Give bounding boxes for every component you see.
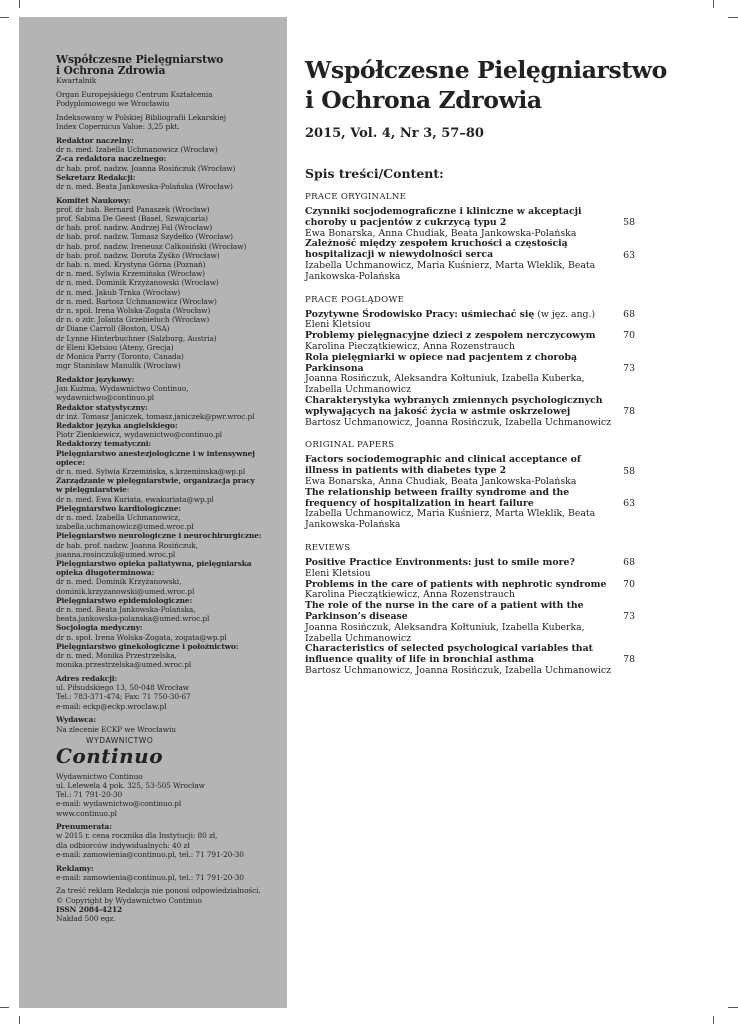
crop-mark [713, 0, 714, 8]
sidebar-journal-title: i Ochrona Zdrowia [56, 64, 166, 78]
page-number: 63 [623, 249, 635, 261]
committee-member: dr Eleni Kletsiou (Ateny, Grecja) [56, 342, 174, 352]
role-person: dr hab. prof. nadzw. Joanna Rosińczuk, [56, 540, 198, 550]
article-title [305, 353, 615, 375]
topic-label: opiece: [56, 457, 85, 467]
topic-label: Pielęgniarstwo kardiologiczne: [56, 503, 181, 513]
subscription-line: w 2015 r. cena rocznika dla Instytucji: 80 zł, [56, 831, 218, 841]
topic-label: Socjologia medyczny: [56, 623, 143, 633]
role-person: beata.jankowska-polanska@umed.wroc.pl [56, 614, 210, 624]
article-title [305, 207, 615, 229]
role-person: dr n. med. Sylwia Krzemińska, s.krzeminska@wp.pl [56, 467, 246, 477]
committee-member: dr n. społ. Irena Wolska-Zogata (Wrocław) [56, 306, 211, 316]
address-line: ul. Piłsudskiego 13, 50-048 Wrocław [56, 683, 189, 693]
toc-entry[interactable] [305, 644, 635, 676]
article-title-text: Czynniki socjodemograficzne i kliniczne w akceptacji choroby u pacjentów z cukrzycą typu 2 [305, 206, 582, 228]
role-person: dr inż. Tomasz Janiczek, tomasz.janiczek@pwr.wroc.pl [56, 411, 255, 421]
article-authors: Karolina Pieczątkiewicz, Anna Rozenstrauch [305, 340, 515, 352]
committee-member: dr n. med. Jakub Trnka (Wrocław) [56, 287, 181, 297]
topic-label: Pielęgniarstwo anestezjologiczne i w intensywnej [56, 448, 255, 458]
indexing-info: Index Copernicus Value: 3,25 pkt. [56, 122, 180, 132]
page-number: 78 [623, 406, 635, 418]
article-authors: Izabella Uchmanowicz, Maria Kuśnierz, Marta Wleklik, Beata Jankowska-Polańska [305, 508, 596, 531]
committee-member: dr n. med. Sylwia Krzemińska (Wrocław) [56, 269, 205, 279]
page-number: 68 [623, 308, 635, 320]
role-label: Z-ca redaktora naczelnego: [56, 154, 167, 164]
topic-label: Zarządzanie w pielęgniarstwie, organizacja pracy [56, 476, 255, 486]
committee-member: prof. Sabina De Geest (Basel, Szwajcaria) [56, 214, 208, 224]
topic-label: Pielęgniarstwo neurologiczne i neurochirurgiczne: [56, 531, 262, 541]
article-title-text: Rola pielęgniarki w opiece nad pacjentem z chorobą Parkinsona [305, 351, 578, 374]
topic-label: Pielęgniarstwo ginekologiczne i położnictwo: [56, 641, 239, 651]
committee-member: dr Monica Parry (Toronto, Canada) [56, 352, 184, 362]
role-person: dominik.krzyzanowski@umed.wroc.pl [56, 586, 195, 596]
article-authors: Joanna Rosińczuk, Aleksandra Kołtuniuk, Izabella Kuberka, Izabella Uchmanowicz [305, 621, 585, 644]
role-label: Redaktor językowy: [56, 375, 135, 384]
article-authors: Bartosz Uchmanowicz, Joanna Rosińczuk, Izabella Uchmanowicz [305, 664, 612, 676]
publisher-line: ul. Lelewela 4 pok. 325, 53-505 Wrocław [56, 780, 205, 790]
article-authors: Bartosz Uchmanowicz, Joanna Rosińczuk, Izabella Uchmanowicz [305, 416, 612, 428]
role-person: dr n. społ. Irena Wolska-Zogata, zogata@wp.pl [56, 632, 227, 642]
committee-member: dr hab. n. med. Krystyna Górna (Poznań) [56, 260, 206, 270]
role-person: dr hab. prof. nadzw. Joanna Rosińczuk (Wrocław) [56, 163, 236, 173]
page-number: 73 [623, 362, 635, 374]
copyright: © Copyright by Wydawnictwo Continuo [56, 895, 202, 905]
committee-member: dr n. med. Bartosz Uchmanowicz (Wrocław) [56, 296, 217, 306]
role-label: Komitet Naukowy: [56, 195, 131, 205]
issn: ISSN 2084-4212 [56, 904, 123, 914]
committee-member: dr hab. prof. nadzw. Ireneusz Całkosiński (Wrocław) [56, 241, 247, 251]
organ-info: Organ Europejskiego Centrum Kształcenia [56, 90, 213, 100]
role-person: dr n. med. Beata Jankowska-Polańska (Wrocław) [56, 181, 233, 191]
page-number: 58 [623, 217, 635, 229]
toc-entry[interactable] [305, 488, 635, 531]
article-title-text: Characteristics of selected psychological variables that influence quality of life in bronchial asthma [305, 643, 593, 666]
toc-entry[interactable] [305, 580, 635, 602]
print-run: Nakład 500 egz. [56, 914, 116, 924]
toc-section-heading: PRACE ORYGINALNE [305, 192, 407, 202]
toc-section-heading: REVIEWS [305, 542, 351, 553]
article-authors: Izabella Uchmanowicz, Maria Kuśnierz, Marta Wleklik, Beata Jankowska-Polańska [305, 259, 596, 282]
toc-entry[interactable] [305, 455, 635, 487]
article-title-text: Charakterystyka wybranych zmiennych psychologicznych wpływających na jakość życia w astmie oskrzelowej [305, 394, 603, 417]
subscription-label: Prenumerata: [56, 822, 112, 832]
topic-label: Pielęgniarstwo opieka paliatywna, pielęgniarska [56, 559, 252, 569]
article-title-text: Factors sociodemographic and clinical acceptance of illness in patients with diabetes type 2 [305, 454, 581, 477]
frequency: Kwartalnik [56, 76, 97, 86]
committee-member: dr n. o zdr. Jolanta Grzebieluch (Wrocław) [56, 315, 210, 325]
journal-title: Współczesne Pielęgniarstwo [305, 56, 667, 84]
article-title [305, 239, 615, 261]
crop-mark [728, 17, 738, 18]
role-label: Redaktor języka angielskiego: [56, 421, 178, 431]
publisher-line: e-mail: wydawnictwo@continuo.pl [56, 799, 182, 809]
committee-member: dr Diane Carroll (Boston, USA) [56, 324, 170, 334]
page-number: 73 [623, 611, 635, 623]
article-authors: Eleni Kletsiou [305, 319, 371, 331]
address-label: Adres redakcji: [56, 674, 118, 683]
role-person: dr n. med. Izabella Uchmanowicz (Wrocław) [56, 145, 218, 155]
crop-mark [0, 17, 9, 18]
role-person: dr n. med. Izabella Uchmanowicz, [56, 513, 181, 523]
article-title [305, 455, 615, 477]
role-person: izabella.uchmanowicz@umed.wroc.pl [56, 522, 194, 532]
article-authors: Joanna Rosińczuk, Aleksandra Kołtuniuk, Izabella Kuberka, Izabella Uchmanowicz [305, 373, 585, 396]
article-title [305, 396, 615, 418]
article-title-text: Positive Practice Environments: just to smile more? [305, 556, 575, 568]
topic-label: opieka długoterminowa: [56, 568, 155, 578]
toc-entry[interactable] [305, 601, 635, 644]
committee-member: mgr Stanisław Manulik (Wrocław) [56, 361, 181, 371]
role-person: dr n. med. Beata Jankowska-Polańska, [56, 605, 196, 615]
indexing-info: Indeksowany w Polskiej Bibliografii Lekarskiej [56, 113, 226, 123]
disclaimer: Za treść reklam Redakcja nie ponosi odpowiedzialności. [56, 886, 261, 896]
article-authors: Ewa Bonarska, Anna Chudiak, Beata Jankowska-Polańska [305, 475, 577, 487]
committee-member: prof. dr hab. Bernard Panaszek (Wrocław) [56, 204, 210, 214]
role-person: Piotr Zienkiewicz, wydawnictwo@continuo.pl [56, 430, 223, 440]
role-person: dr n. med. Ewa Kuriata, ewakuriata@wp.pl [56, 494, 214, 504]
role-person: dr n. med. Monika Przestrzelska, [56, 651, 177, 661]
issue-info: 2015, Vol. 4, Nr 3, 57–80 [305, 126, 484, 141]
role-person: dr n. med. Dominik Krzyżanowski, [56, 577, 182, 587]
page-number: 78 [623, 654, 635, 666]
page-number: 70 [623, 330, 635, 342]
article-title-text: Zależność między zespołem kruchości a częstością hospitalizacji w niewydolności serca [305, 238, 568, 261]
article-title-text: Problems in the care of patients with nephrotic syndrome [305, 578, 607, 590]
crop-mark [19, 1016, 20, 1024]
role-person: joanna.rosinczuk@umed.wroc.pl [56, 549, 176, 559]
logo-small-text: WYDAWNICTWO [86, 735, 154, 745]
article-title [305, 601, 615, 623]
committee-member: dr Lynne Hinterbuchner (Salzburg, Austria) [56, 333, 217, 343]
language-note: (w jęz. ang.) [534, 308, 596, 320]
role-person: Jan Kuźma, Wydawnictwo Continuo, [56, 384, 189, 394]
page-number: 70 [623, 578, 635, 590]
toc-entry[interactable] [305, 558, 635, 580]
article-title-text: The relationship between frailty syndrome and the frequency of hospitalization in heart failure [305, 486, 570, 509]
subscription-line: dla odbiorców indywidualnych: 40 zł [56, 840, 190, 850]
topic-label-colon: : [126, 485, 130, 495]
toc-entry[interactable] [305, 396, 635, 428]
publisher-line: Tel.: 71 791-20-30 [56, 790, 123, 800]
crop-mark [0, 1007, 9, 1008]
article-authors: Ewa Bonarska, Anna Chudiak, Beata Jankowska-Polańska [305, 227, 577, 239]
publisher-line: Wydawnictwo Continuo [56, 771, 143, 781]
toc-entry[interactable] [305, 310, 635, 332]
article-authors: Eleni Kletsiou [305, 567, 371, 579]
committee-list [56, 205, 277, 371]
topic-label: Pielęgniarstwo epidemiologiczne: [56, 595, 193, 605]
role-label: Redaktorzy tematyczni: [56, 439, 152, 449]
committee-member: dr hab. prof. nadzw. Andrzej Fal (Wrocław) [56, 223, 213, 233]
topic-label: w pielęgniarstwie [56, 485, 127, 495]
toc-entry[interactable] [305, 331, 635, 353]
article-title-text: The role of the nurse in the care of a patient with the Parkinson’s disease [305, 600, 584, 622]
publisher-note: Na zlecenie ECKP we Wrocławiu [56, 724, 176, 734]
editorial-sidebar [19, 17, 287, 1008]
subscription-line: e-mail: zamowienia@continuo.pl, tel.: 71 791-20-30 [56, 849, 244, 859]
toc-heading: Spis treści/Content: [305, 166, 444, 181]
role-label: Redaktor statystyczny: [56, 402, 148, 412]
role-label: Sekretarz Redakcji: [56, 172, 136, 182]
article-title-text: Problemy pielęgnacyjne dzieci z zespołem nerczycowym [305, 330, 596, 342]
logo-main-text: Continuo [56, 743, 164, 768]
crop-mark [19, 0, 20, 8]
journal-title: i Ochrona Zdrowia [305, 86, 542, 114]
page-number: 58 [623, 465, 635, 477]
article-title-text: Pozytywne Środowisko Pracy: uśmiechać się [305, 308, 535, 320]
ads-line: e-mail: zamowienia@continuo.pl, tel.: 71 791-20-30 [56, 872, 244, 882]
publisher-label: Wydawca: [56, 715, 96, 725]
page-number: 68 [623, 557, 635, 569]
role-label: Redaktor naczelny: [56, 135, 134, 145]
toc-entry[interactable] [305, 207, 635, 239]
page-number: 63 [623, 497, 635, 509]
role-person: wydawnictwo@continuo.pl [56, 393, 155, 403]
sidebar-journal-title: Współczesne Pielęgniarstwo [56, 53, 224, 66]
organ-info: Podyplomowego we Wrocławiu [56, 99, 170, 109]
address-line: Tel.: 783-371-474; Fax: 71 750-30-67 [56, 692, 191, 702]
toc-entry[interactable] [305, 239, 635, 282]
committee-member: dr n. med. Dominik Krzyżanowski (Wrocław) [56, 278, 219, 288]
crop-mark [728, 1007, 738, 1008]
committee-member: dr hab. prof. nadzw. Tomasz Szydełko (Wrocław) [56, 232, 233, 242]
article-title [305, 488, 615, 510]
committee-member: dr hab. prof. nadzw. Dorota Zyśko (Wrocław) [56, 250, 220, 260]
publisher-line: www.continuo.pl [56, 808, 117, 818]
continuo-logo [56, 735, 166, 768]
table-of-contents [305, 192, 635, 677]
toc-section-heading: ORIGINAL PAPERS [305, 440, 395, 451]
main-content [305, 55, 667, 677]
article-authors: Karolina Pieczątkiewicz, Anna Rozenstrauch [305, 589, 515, 601]
toc-section-heading: PRACE POGLĄDOWE [305, 294, 405, 305]
ads-label: Reklamy: [56, 863, 94, 873]
crop-mark [713, 1016, 714, 1024]
article-title [305, 644, 615, 666]
toc-entry[interactable] [305, 353, 635, 396]
address-line: e-mail: eckp@eckp.wroclaw.pl [56, 701, 167, 711]
role-person: monika.przestrzelska@umed.wroc.pl [56, 660, 192, 670]
